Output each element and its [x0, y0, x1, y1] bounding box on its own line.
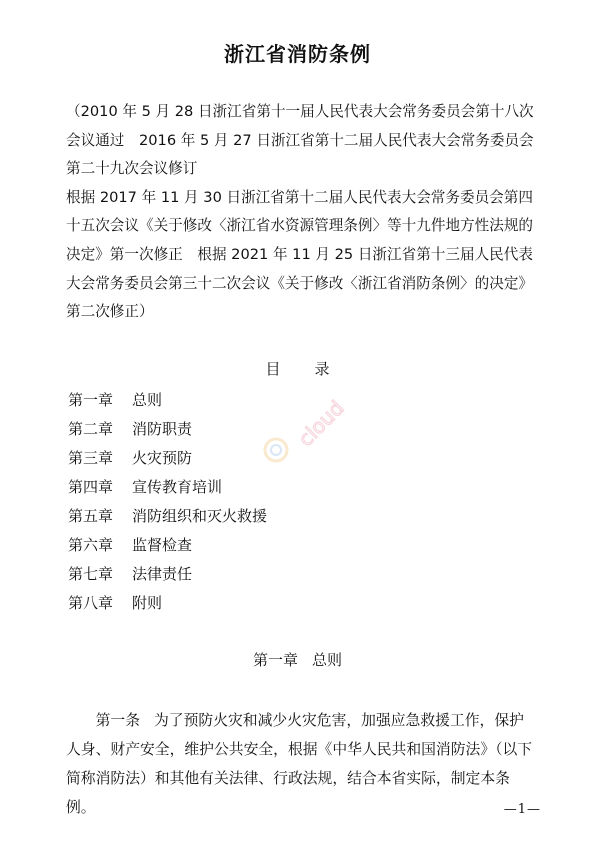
toc-item-number: 第八章	[68, 594, 114, 612]
toc-item	[68, 589, 267, 618]
toc-item-title: 附则	[132, 594, 163, 612]
article-number: 第一条	[95, 712, 140, 729]
preface-paragraph-2: 根据 2017 年 11 月 30 日浙江省第十二届人民代表大会常务委员会第四十五次会议《关于修改〈浙江省水资源管理条例〉等十九件地方性法规的决定》第一次修正 根据 2021 年 11 月 25 日浙江省第十三届人民代表大会常务委员会第三十二次会议《关于修改〈浙江省消防条例〉的决定》第二次修正）	[66, 188, 534, 321]
toc-item	[68, 502, 267, 531]
cloud-watermark-icon	[258, 372, 350, 472]
toc-item-title: 法律责任	[132, 565, 193, 583]
toc-heading-right: 录	[314, 360, 330, 378]
toc-item-title: 总则	[132, 391, 163, 409]
toc-item-title: 宣传教育培训	[132, 478, 223, 496]
toc-item	[68, 531, 267, 560]
toc-item	[68, 386, 267, 415]
watermark-text: cloud	[293, 395, 349, 451]
toc-item-number: 第六章	[68, 536, 114, 554]
table-of-contents	[68, 386, 267, 618]
toc-item-number: 第三章	[68, 449, 114, 467]
toc-item-title: 消防组织和灭火救援	[132, 507, 268, 525]
chapter-heading	[0, 649, 595, 670]
toc-item-number: 第一章	[68, 391, 114, 409]
toc-item-number: 第四章	[68, 478, 114, 496]
chapter-number: 第一章	[252, 651, 298, 669]
article-1	[66, 706, 536, 822]
toc-item-number: 第七章	[68, 565, 114, 583]
document-title: 浙江省消防条例	[224, 42, 371, 66]
toc-item-title: 火灾预防	[132, 449, 193, 467]
toc-item-number: 第五章	[68, 507, 114, 525]
toc-item-number: 第二章	[68, 420, 114, 438]
toc-item	[68, 444, 267, 473]
article-text: 为了预防火灾和减少火灾危害，加强应急救援工作，保护人身、财产安全，维护公共安全，根据《中华人民共和国消防法》（以下简称消防法）和其他有关法律、行政法规，结合本省实际，制定本条例。	[66, 712, 533, 816]
preface-paragraph-1: （2010 年 5 月 28 日浙江省第十一届人民代表大会常务委员会第十八次会议通过 2016 年 5 月 27 日浙江省第十二届人民代表大会常务委员会第二十九次会议修订	[66, 103, 534, 178]
toc-item	[68, 415, 267, 444]
preface	[66, 98, 536, 327]
toc-heading-left: 目	[265, 360, 281, 378]
toc-item-title: 消防职责	[132, 420, 193, 438]
page-number: —1—	[503, 802, 541, 817]
toc-item-title: 监督检查	[132, 536, 193, 554]
toc-item	[68, 473, 267, 502]
chapter-title: 总则	[312, 651, 343, 669]
toc-item	[68, 560, 267, 589]
